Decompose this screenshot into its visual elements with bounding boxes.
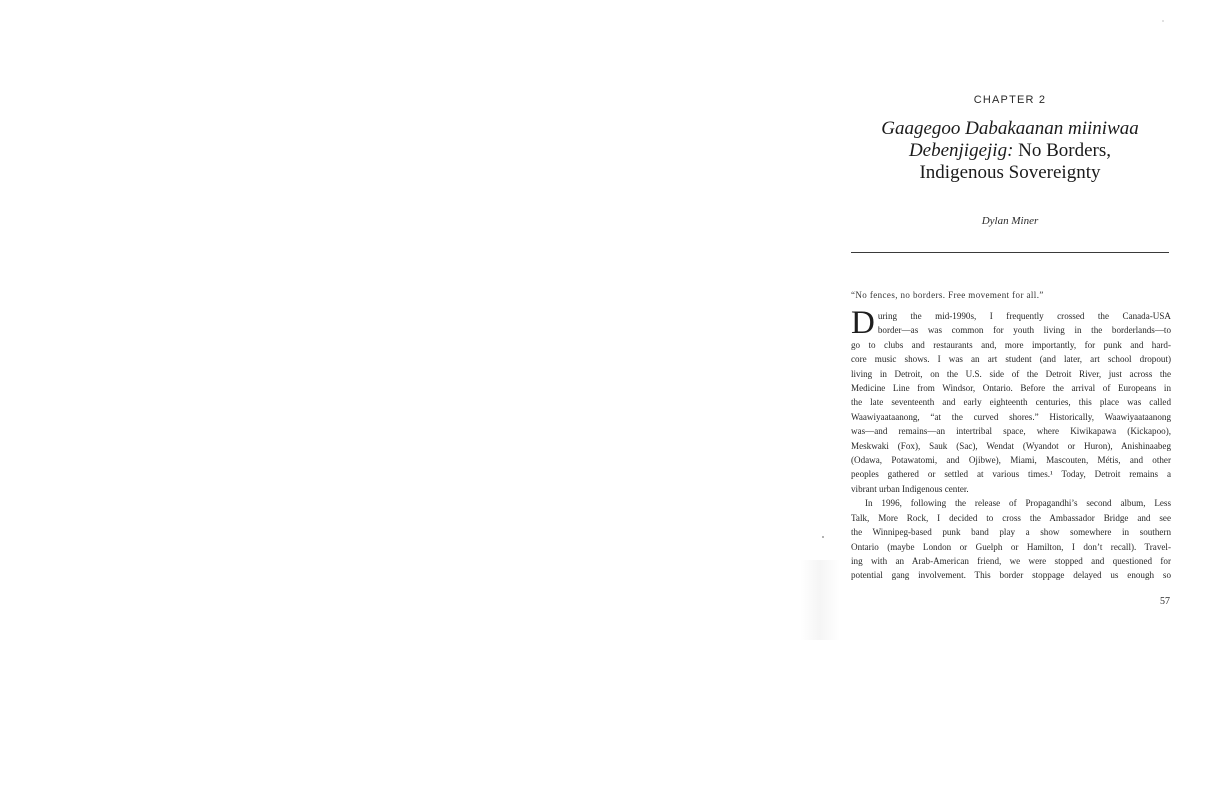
paragraph-1-line: uring the mid-1990s, I frequently crossed the Canada-USA <box>877 311 1171 321</box>
drop-cap: D <box>851 305 875 341</box>
paragraph-2-line: Talk, More Rock, I decided to cross the Ambassador Bridge and see <box>851 512 1171 523</box>
title-line-2-italic: Debenjigejig: <box>908 140 1014 161</box>
paragraph-2-line: potential gang involvement. This border stoppage delayed us enough so <box>851 570 1171 581</box>
paragraph-2-line: Ontario (maybe London or Guelph or Hamilton, I don’t recall). Travel- <box>851 541 1171 552</box>
paragraph-2-line: ing with an Arab-American friend, we were stopped and questioned for <box>851 555 1171 566</box>
title-line-1 <box>850 118 1170 140</box>
paragraph-1-line: the late seventeenth and early eighteenth centuries, this place was called <box>851 397 1171 408</box>
author-name: Dylan Miner <box>981 215 1039 227</box>
paragraph-2-line: In 1996, following the release of Propagandhi’s second album, Less <box>865 498 1171 509</box>
scan-shadow <box>800 560 840 640</box>
paragraph-1-line: living in Detroit, on the U.S. side of the Detroit River, just across the <box>851 368 1171 379</box>
paragraph-1-line: core music shows. I was an art student (and later, art school dropout) <box>851 354 1171 365</box>
paragraph-1-line: Waawiyaataanong, “at the curved shores.” Historically, Waawiyaataanong <box>851 411 1171 422</box>
paragraph-1-line: (Odawa, Potawatomi, and Ojibwe), Miami, Mascouten, Métis, and other <box>851 455 1171 466</box>
title-line-2 <box>850 140 1170 162</box>
paragraph-1-line: Meskwaki (Fox), Sauk (Sac), Wendat (Wyandot or Huron), Anishinaabeg <box>851 440 1171 451</box>
paragraph-1-line: vibrant urban Indigenous center. <box>851 483 969 494</box>
title-line-2-roman: No Borders, <box>1013 140 1112 161</box>
paragraph-1-line: go to clubs and restaurants and, more importantly, for punk and hard- <box>851 339 1171 350</box>
scan-speck <box>822 536 824 538</box>
paragraph-1-line: was—and remains—an intertribal space, where Kiwikapawa (Kickapoo), <box>851 426 1171 437</box>
chapter-label: CHAPTER 2 <box>973 94 1047 106</box>
title-divider <box>851 252 1169 253</box>
title-line-1-italic: Gaagegoo Dabakaanan miiniwaa <box>881 118 1139 139</box>
scan-speck <box>1162 20 1164 22</box>
paragraph-2-line: the Winnipeg-based punk band play a show somewhere in southern <box>851 527 1171 538</box>
title-line-3: Indigenous Sovereignty <box>919 162 1101 183</box>
paragraph-2 <box>851 496 1171 582</box>
page-number: 57 <box>1160 596 1170 607</box>
body-text <box>851 305 1171 583</box>
epigraph: “No fences, no borders. Free movement for all.” <box>851 290 1044 300</box>
paragraph-1 <box>851 305 1171 496</box>
paragraph-1-line: Medicine Line from Windsor, Ontario. Before the arrival of Europeans in <box>851 383 1171 394</box>
paragraph-1-line: border—as was common for youth living in the borderlands—to <box>877 325 1171 336</box>
paragraph-1-line: peoples gathered or settled at various times.¹ Today, Detroit remains a <box>851 469 1171 480</box>
chapter-title <box>850 118 1170 184</box>
